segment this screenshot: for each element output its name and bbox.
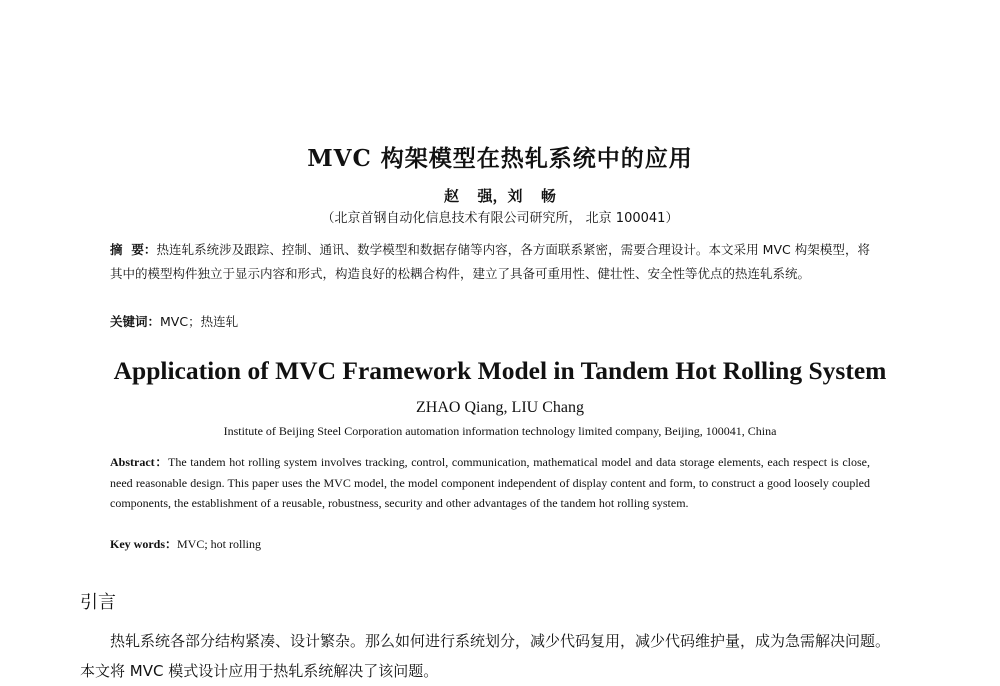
chinese-keywords-label: 关键词： [110,314,161,329]
english-abstract-text: The tandem hot rolling system involves tracking, control, communication, mathematical model and data storage elements, each respect is close, need reasonable design. This paper uses the MVC model, the model component independent of display content and form, to construct a good loosely coupled components, the establishment of a reusable, robustness, security and other advantages of the tandem hot rolling system. [110,455,871,510]
english-keywords-text: MVC; hot rolling [177,537,262,551]
introduction-paragraph: 热轧系统各部分结构紧凑、设计繁杂。那么如何进行系统划分，减少代码复用，减少代码维护量，成为急需解决问题。本文将 MVC 模式设计应用于热轧系统解决了该问题。 [80,632,891,680]
section-heading-introduction: 引言 [80,592,116,613]
chinese-abstract-label: 摘 要： [110,242,157,257]
chinese-keywords-text: MVC；热连轧 [160,314,239,329]
english-abstract-label: Abstract： [110,455,168,469]
chinese-affiliation: （北京首钢自动化信息技术有限公司研究所， 北京 100041） [321,211,679,226]
chinese-abstract-text: 热连轧系统涉及跟踪、控制、通讯、数学模型和数据存储等内容，各方面联系紧密，需要合理设计。本文采用 MVC 构架模型，将其中的模型构件独立于显示内容和形式，构造良好的松耦合构件，建立了具备可重用性、健壮性、安全性等优点的热连轧系统。 [110,242,870,281]
english-keywords [110,532,870,556]
english-authors: ZHAO Qiang, LIU Chang [416,399,584,416]
chinese-authors: 赵 强，刘 畅 [444,187,556,205]
english-affiliation: Institute of Beijing Steel Corporation automation information technology limited company, Beijing, 100041, China [223,424,777,438]
chinese-abstract [110,238,870,286]
english-keywords-label: Key words： [110,537,177,551]
chinese-keywords [110,310,870,334]
chinese-title: MVC 构架模型在热轧系统中的应用 [307,145,693,172]
english-title: Application of MVC Framework Model in Tandem Hot Rolling System [113,356,887,385]
english-abstract [110,452,870,514]
